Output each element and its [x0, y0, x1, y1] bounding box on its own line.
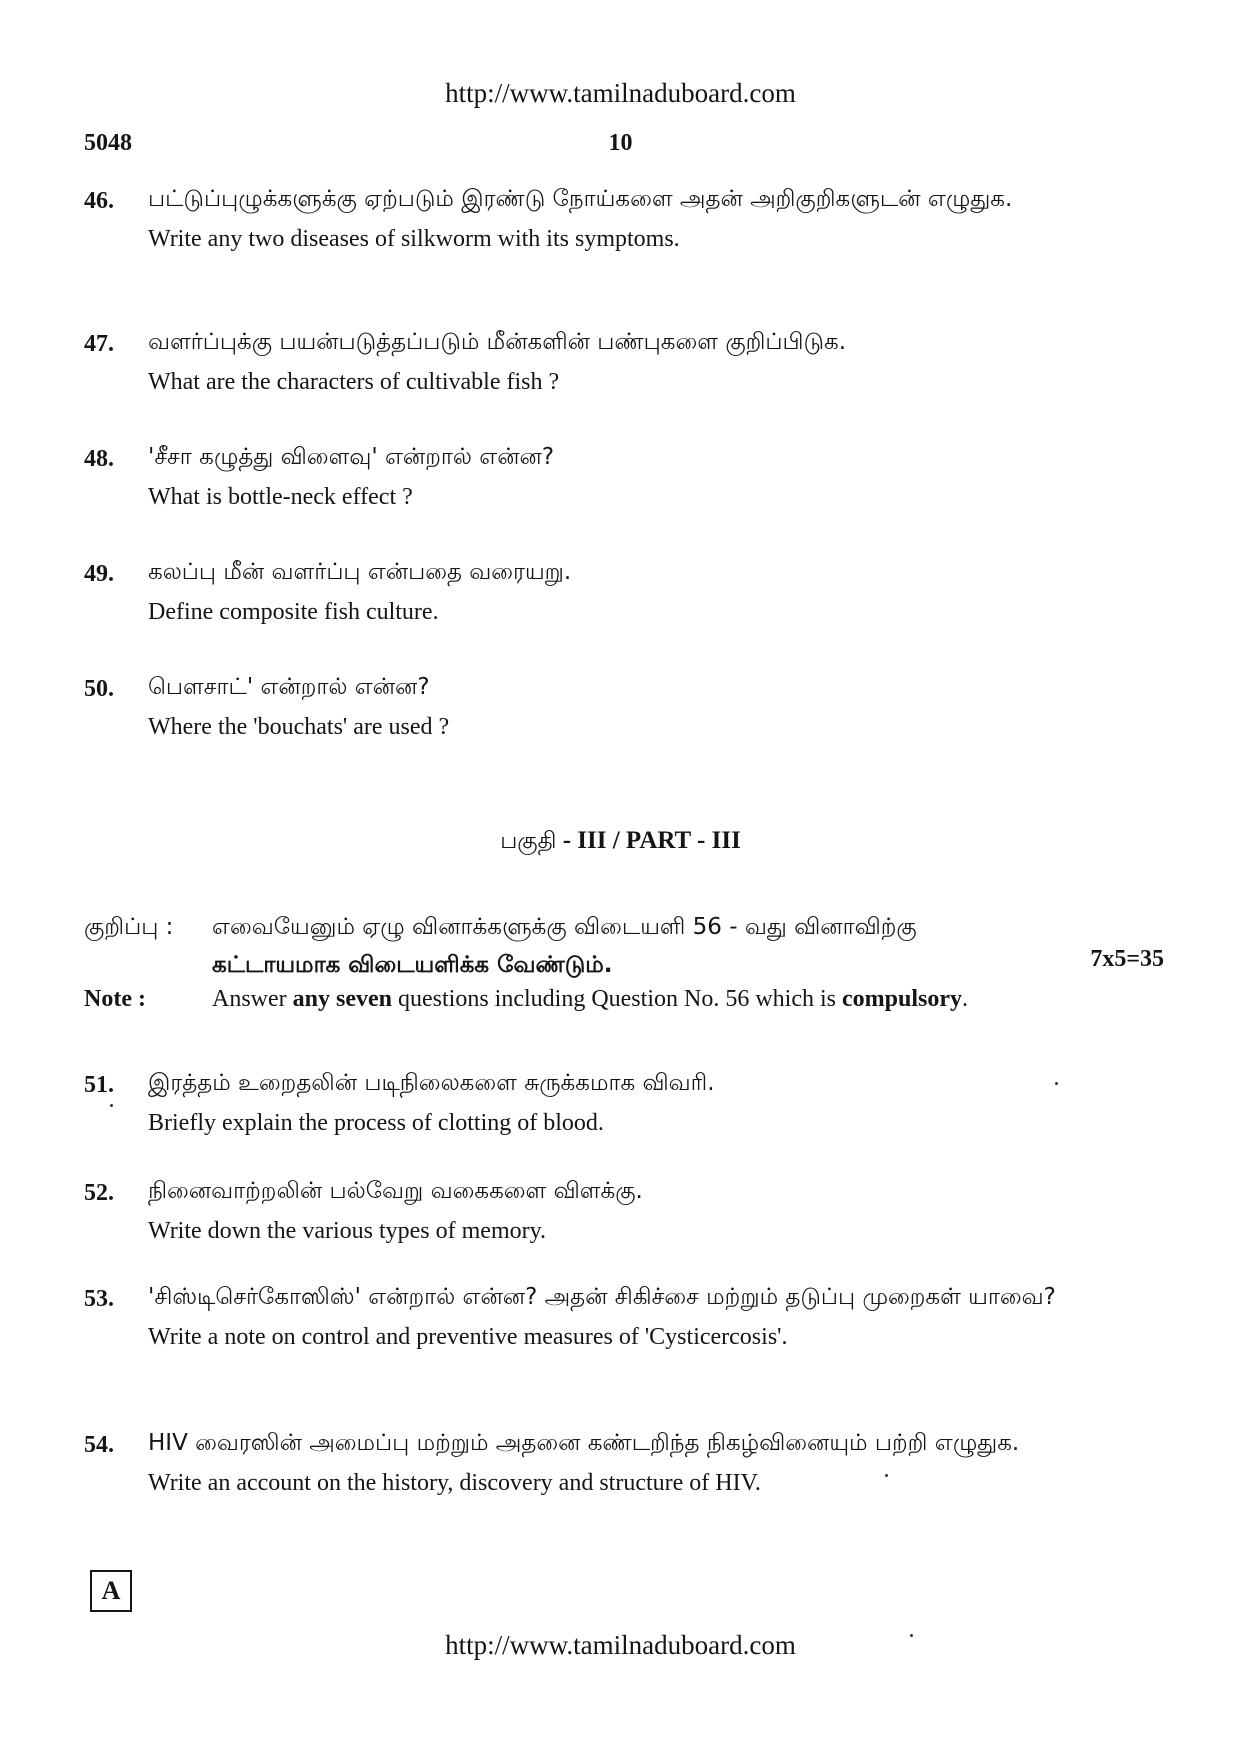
question-54 [84, 1424, 1124, 1502]
question-english: Briefly explain the process of clotting of blood. [148, 1110, 604, 1136]
question-english: What are the characters of cultivable fish ? [148, 369, 560, 395]
scan-speck [110, 1104, 113, 1107]
question-english: Write a note on control and preventive measures of 'Cysticercosis'. [148, 1324, 788, 1350]
note-english-text-3: . [961, 986, 968, 1012]
footer-url: http://www.tamilnaduboard.com [445, 1630, 796, 1660]
question-number: 46. [84, 188, 114, 214]
note-english [84, 986, 1184, 1013]
note-tamil-line-2: கட்டாயமாக விடையளிக்க வேண்டும். [212, 952, 613, 978]
question-tamil: பௌசாட்' என்றால் என்ன? [148, 674, 430, 700]
question-47 [84, 323, 1124, 401]
scan-speck [910, 1634, 913, 1637]
scan-speck [1055, 1082, 1058, 1085]
note-tamil-line-1: எவையேனும் ஏழு வினாக்களுக்கு விடையளி 56 - வது வினாவிற்கு [212, 914, 917, 940]
series-box: A [90, 1570, 132, 1612]
note-english-text-1: Answer [212, 986, 293, 1012]
header-url: http://www.tamilnaduboard.com [445, 78, 796, 108]
page-number: 10 [608, 130, 633, 156]
question-53 [84, 1278, 1124, 1356]
question-number: 47. [84, 331, 114, 357]
question-50 [84, 668, 1124, 746]
part-heading-english: - III / PART - III [556, 827, 741, 854]
question-tamil: வளர்ப்புக்கு பயன்படுத்தப்படும் மீன்களின் பண்புகளை குறிப்பிடுக. [148, 329, 847, 355]
question-number: 48. [84, 446, 114, 472]
note-english-label: Note : [84, 986, 146, 1012]
question-49 [84, 553, 1124, 631]
question-tamil: பட்டுப்புழுக்களுக்கு ஏற்படும் இரண்டு நோய்களை அதன் அறிகுறிகளுடன் எழுதுக. [148, 186, 1013, 212]
question-english: Where the 'bouchats' are used ? [148, 714, 450, 740]
question-51 [84, 1064, 1124, 1142]
question-number: 50. [84, 676, 114, 702]
question-english: Define composite fish culture. [148, 599, 439, 625]
question-english: Write down the various types of memory. [148, 1218, 547, 1244]
question-48 [84, 438, 1124, 516]
question-tamil: HIV வைரஸின் அமைப்பு மற்றும் அதனை கண்டறிந்த நிகழ்வினையும் பற்றி எழுதுக. [148, 1430, 1020, 1456]
question-english: Write an account on the history, discovery and structure of HIV. [148, 1470, 761, 1496]
question-46 [84, 180, 1124, 258]
note-tamil-label: குறிப்பு : [84, 914, 174, 940]
note-english-emphasis-1: any seven [292, 986, 392, 1012]
question-52 [84, 1172, 1124, 1250]
question-tamil: இரத்தம் உறைதலின் படிநிலைகளை சுருக்கமாக விவரி. [148, 1070, 715, 1096]
note-tamil [84, 908, 1164, 984]
paper-code: 5048 [84, 130, 132, 156]
note-english-emphasis-2: compulsory [841, 986, 962, 1012]
question-number: 54. [84, 1432, 114, 1458]
question-tamil: கலப்பு மீன் வளர்ப்பு என்பதை வரையறு. [148, 559, 572, 585]
question-tamil: 'சீசா கழுத்து விளைவு' என்றால் என்ன? [148, 444, 555, 470]
question-number: 52. [84, 1180, 114, 1206]
question-english: Write any two diseases of silkworm with its symptoms. [148, 226, 680, 252]
note-english-text-2: questions including Question No. 56 which is [392, 986, 842, 1012]
question-tamil: 'சிஸ்டிசெர்கோஸிஸ்' என்றால் என்ன? அதன் சிகிச்சை மற்றும் தடுப்பு முறைகள் யாவை? [148, 1284, 1056, 1310]
marks-allotment: 7x5=35 [1090, 946, 1164, 972]
part-heading [0, 822, 1241, 860]
question-number: 53. [84, 1286, 114, 1312]
part-heading-tamil: பகுதி [500, 828, 557, 854]
question-number: 51. [84, 1072, 114, 1098]
question-number: 49. [84, 561, 114, 587]
question-english: What is bottle-neck effect ? [148, 484, 413, 510]
scan-speck [885, 1474, 888, 1477]
question-tamil: நினைவாற்றலின் பல்வேறு வகைகளை விளக்கு. [148, 1178, 643, 1204]
